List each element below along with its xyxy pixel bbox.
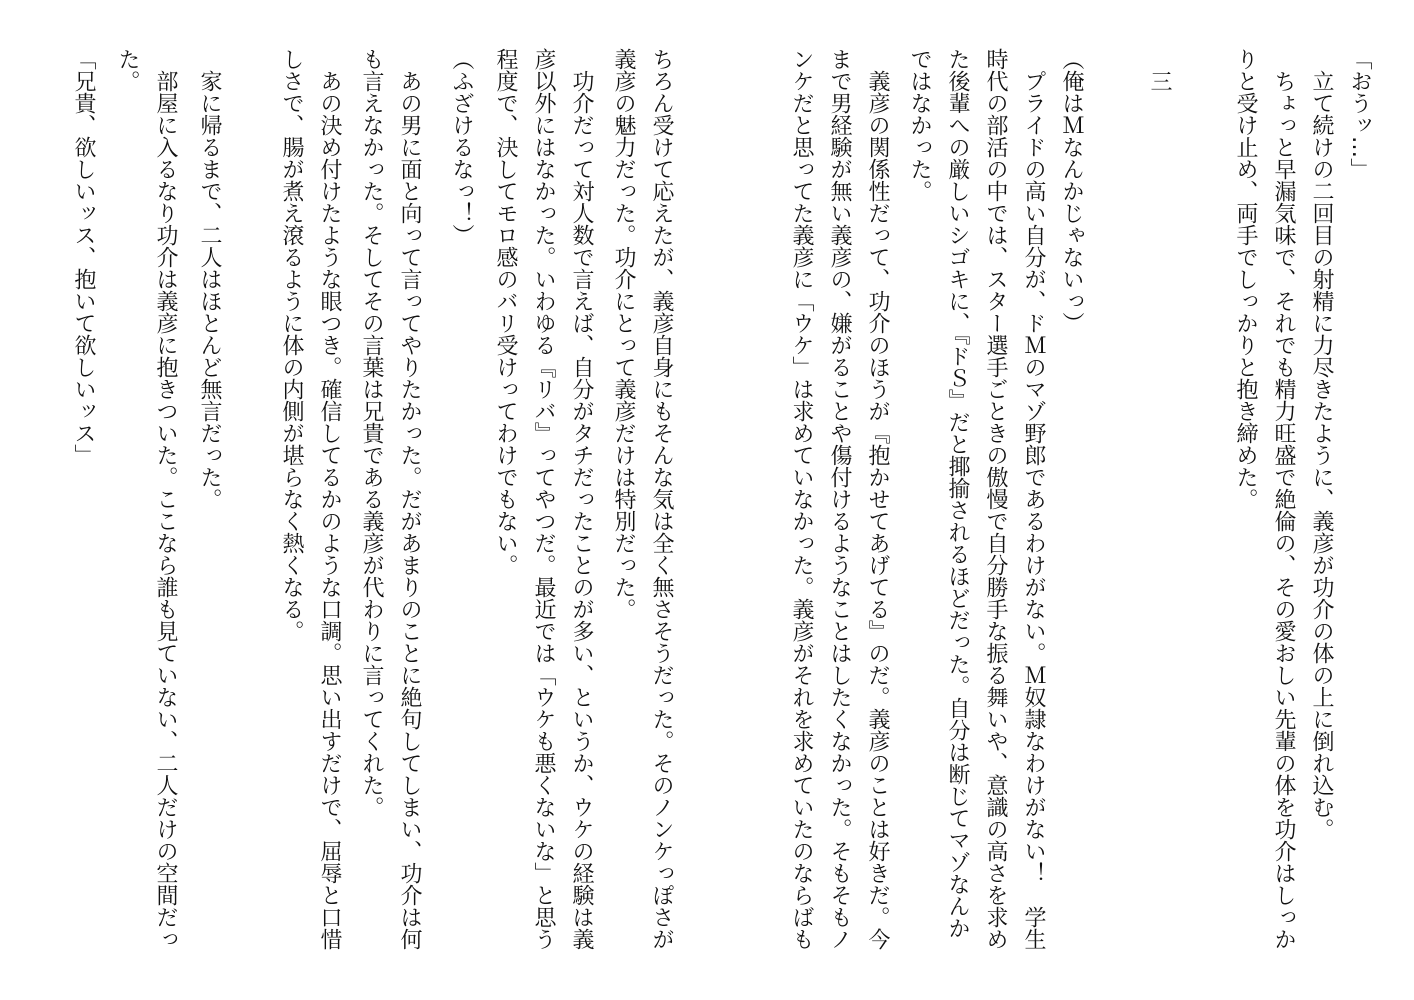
text-line: プライドの高い自分が、ドＭのマゾ野郎であるわけがない。Ｍ奴隷なわけがない！ 学生 [1021,48,1046,950]
text-line: 「おうッ…」 [1347,48,1372,180]
text-line: 時代の部活の中では、スター選手ごときの傲慢で自分勝手な振る舞いや、意識の高さを求め [983,48,1008,950]
text-line: ちょっと早漏気味で、それでも精力旺盛で絶倫の、その愛おしい先輩の体を功介はしっか [1271,48,1296,950]
blank-line [1108,48,1134,978]
text-line: 立て続けの二回目の射精に力尽きたように、義彦が功介の体の上に倒れ込む。 [1309,48,1334,840]
text-line: 彦以外にはなかった。いわゆる『リバ』ってやつだ。最近では「ウケも悪くないな」と思う [531,48,556,950]
text-line: た。 [115,48,140,92]
text-line: 功介だって対人数で言えば、自分がタチだったことのが多い、というか、ウケの経験は義 [569,48,594,950]
text-line: 義彦の関係性だって、功介のほうが『抱かせてあげてる』のだ。義彦のことは好きだ。今 [865,48,890,950]
text-line: あの男に面と向って言ってやりたかった。だがあまりのことに絶句してしまい、功介は何 [397,48,422,950]
blank-line [712,48,738,978]
blank-line [1194,48,1220,978]
text-line: 「兄貴、欲しいッス、抱いて欲しいッス」 [71,48,96,466]
text-line: 家に帰るまで、二人はほとんど無言だった。 [197,48,222,510]
text-line: 義彦の魅力だった。功介にとって義彦だけは特別だった。 [611,48,636,620]
text-line: ちろん受けて応えたが、義彦自身にもそんな気は全く無さそうだった。そのノンケっぽさが [649,48,674,950]
text-line: た後輩への厳しいシゴキに、『ドＳ』だと揶揄されるほどだった。自分は断じてマゾなんか [945,48,970,939]
text-line: も言えなかった。そしてその言葉は兄貴である義彦が代わりに言ってくれた。 [359,48,384,818]
text-line: 部屋に入るなり功介は義彦に抱きついた。ここなら誰も見ていない、二人だけの空間だっ [153,48,178,950]
text-line: しさで、腸が煮え滾るように体の内側が堪らなく熱くなる。 [279,48,304,642]
text-line: （ふざけるなっ！） [449,48,474,246]
text-line: あの決め付けたような眼つき。確信してるかのような口調。思い出すだけで、屈辱と口惜 [317,48,342,950]
text-line: ではなかった。 [907,48,932,202]
text-line: りと受け止め、両手でしっかりと抱き締めた。 [1233,48,1258,510]
blank-line [238,48,264,978]
text-line: ンケだと思ってた義彦に「ウケ」は求めていなかった。義彦がそれを求めていたのならばも [789,48,814,950]
text-line: 程度で、決してモロ感のバリ受けってわけでもない。 [493,48,518,576]
text-line: （俺はＭなんかじゃないっ） [1059,48,1084,334]
section-heading: 三 [1147,48,1172,92]
text-line: まで男経験が無い義彦の、嫌がることや傷付けるようなことはしたくなかった。そもそもノ [827,48,852,950]
